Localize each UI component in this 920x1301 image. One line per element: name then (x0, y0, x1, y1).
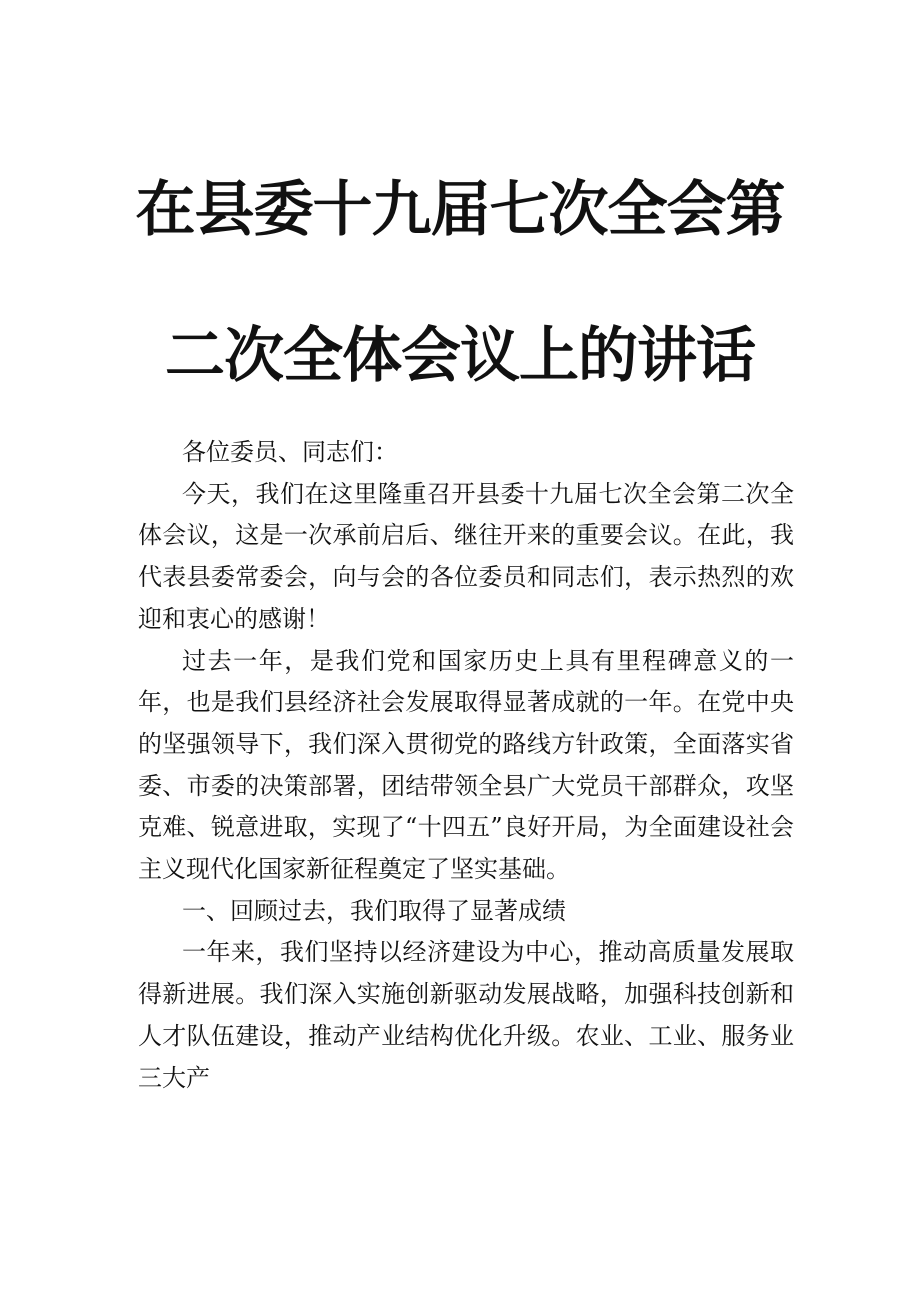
paragraph-past-year: 过去一年，是我们党和国家历史上具有里程碑意义的一年，也是我们县经济社会发展取得显著成就的一年。在党中央的坚强领导下，我们深入贯彻党的路线方针政策，全面落实省委、市委的决策部署，团结带领全县广大党员干部群众，攻坚克难、锐意进取，实现了“十四五”良好开局，为全面建设社会主义现代化国家新征程奠定了坚实基础。 (138, 646, 794, 884)
document-title-line-1: 在县委十九届七次全会第 (135, 175, 785, 245)
salutation: 各位委员、同志们： (182, 438, 398, 466)
paragraph-opening: 今天，我们在这里隆重召开县委十九届七次全会第二次全体会议，这是一次承前启后、继往开来的重要会议。在此，我代表县委常委会，向与会的各位委员和同志们，表示热烈的欢迎和衷心的感谢！ (138, 479, 794, 633)
document-body (138, 432, 794, 1099)
section-heading-1: 一、回顾过去，我们取得了显著成绩 (182, 896, 566, 925)
paragraph-achievements: 一年来，我们坚持以经济建设为中心，推动高质量发展取得新进展。我们深入实施创新驱动发展战略，加强科技创新和人才队伍建设，推动产业结构优化升级。农业、工业、服务业三大产 (138, 938, 794, 1092)
document-title-line-2: 二次全体会议上的讲话 (165, 321, 755, 391)
